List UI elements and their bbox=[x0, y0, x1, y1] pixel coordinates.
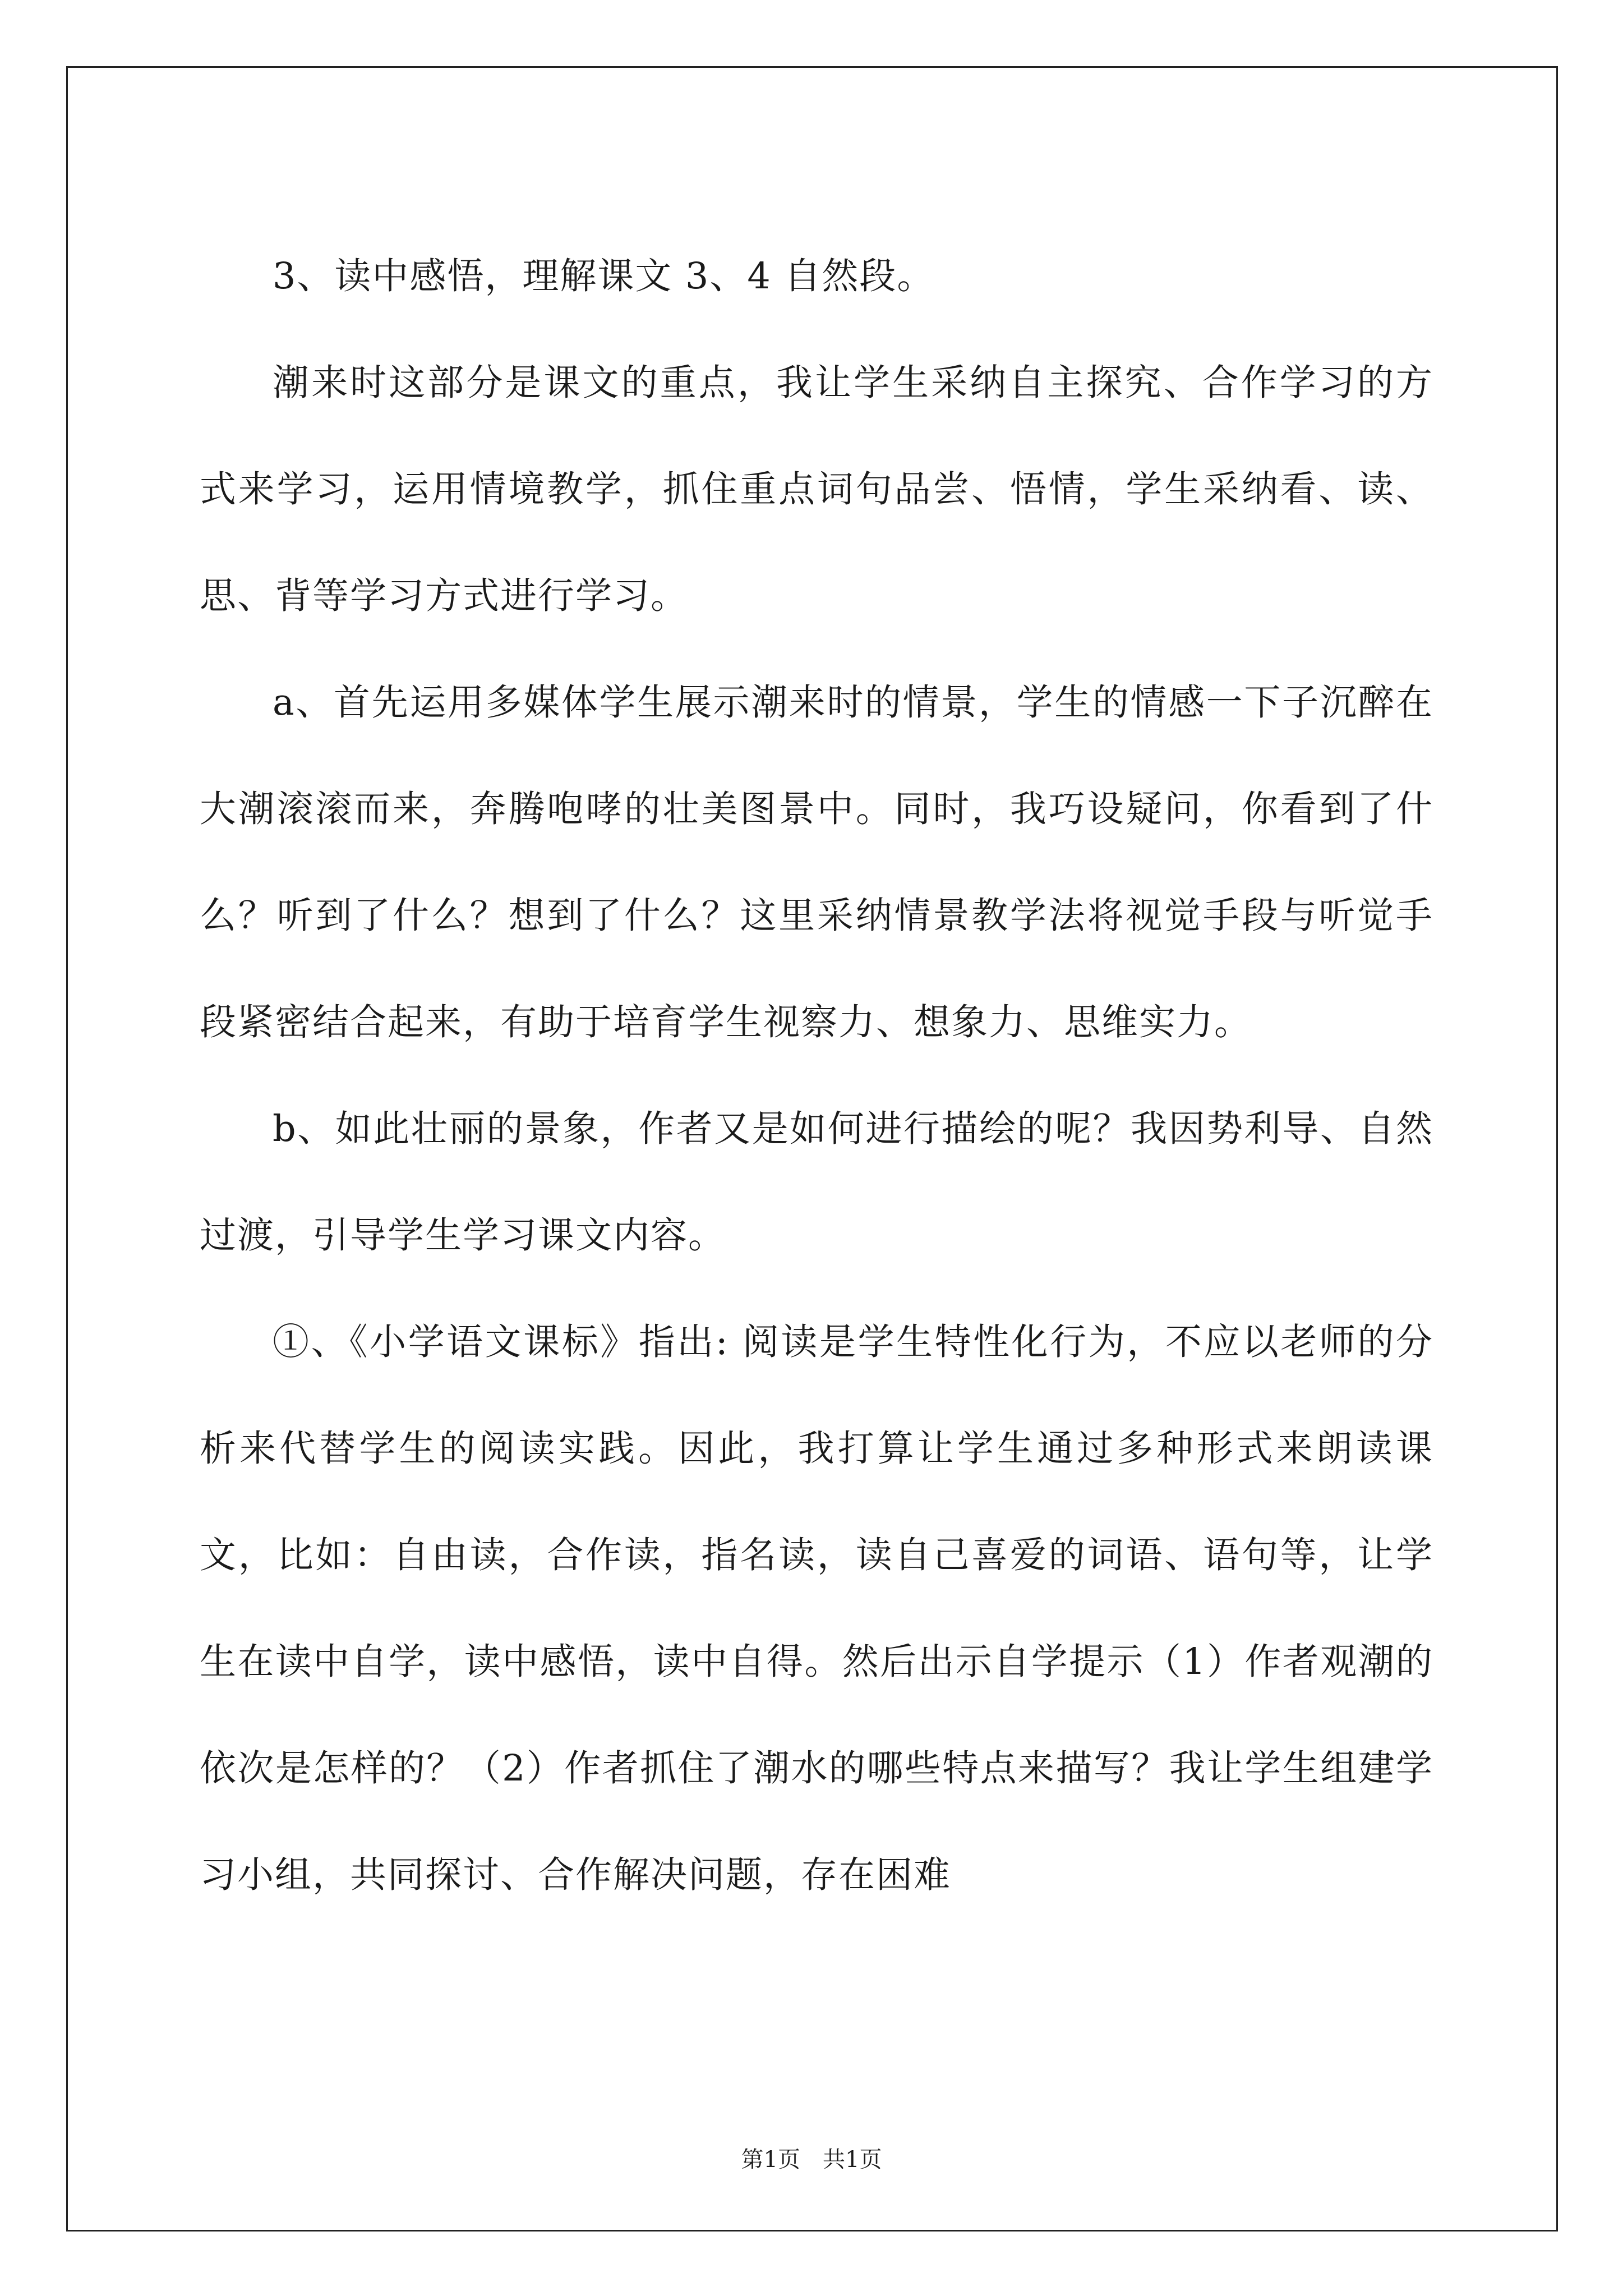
paragraph-5: ①、《小学语文课标》指出: 阅读是学生特性化行为，不应以老师的分析来代替学生的阅读实践。因此，我打算让学生通过多种形式来朗读课文，比如：自由读，合作读，指名读，读自己喜爱的词语、语句等，让学生在读中自学，读中感悟，读中自得。然后出示自学提示（1）作者观潮的依次是怎样的？（2）作者抓住了潮水的哪些特点来描写？我让学生组建学习小组，共同探讨、合作解决问题，存在困难 bbox=[200, 1321, 1433, 1896]
page-footer bbox=[0, 2142, 1623, 2174]
paragraph-4: b、如此壮丽的景象，作者又是如何进行描绘的呢？我因势利导、自然过渡，引导学生学习课文内容。 bbox=[200, 1108, 1433, 1257]
paragraph-1: 3、读中感悟，理解课文 3、4 自然段。 bbox=[273, 255, 935, 297]
paragraph-3: a、首先运用多媒体学生展示潮来时的情景，学生的情感一下子沉醉在大潮滚滚而来，奔腾咆哮的壮美图景中。同时，我巧设疑问，你看到了什么？听到了什么？想到了什么？这里采纳情景教学法将视觉手段与听觉手段紧密结合起来，有助于培育学生视察力、想象力、思维实力。 bbox=[200, 682, 1433, 1043]
page-number: 第1页 bbox=[741, 2147, 800, 2173]
page-total: 共1页 bbox=[823, 2147, 882, 2173]
paragraph-2: 潮来时这部分是课文的重点，我让学生采纳自主探究、合作学习的方式来学习，运用情境教学，抓住重点词句品尝、悟情，学生采纳看、读、思、背等学习方式进行学习。 bbox=[200, 362, 1433, 617]
document-body bbox=[200, 223, 1433, 1929]
